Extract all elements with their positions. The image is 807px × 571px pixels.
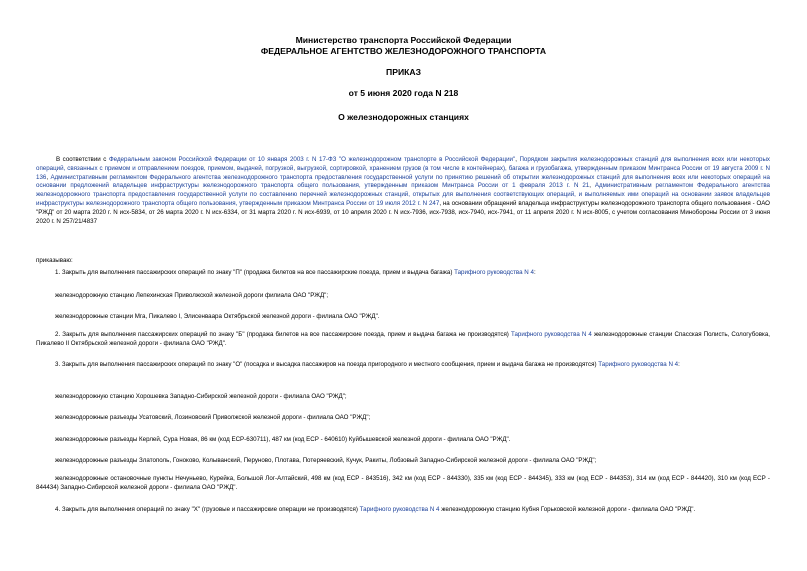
item-1-station-b: железнодорожные станции Мга, Пикалево I, Элисенваара Октябрьской железной дороги - филиала ОАО "РЖД".	[55, 313, 380, 320]
preamble-text-4: ,	[589, 182, 595, 190]
item-2-end: железнодорожные станции Спасская Полисть, Сологубовка, Пикалево II Октябрьской железной дороги - филиала ОАО "РЖД".	[36, 331, 770, 347]
ministry-heading: Министерство транспорта Российской Федерации	[295, 35, 512, 45]
item-1	[55, 269, 536, 278]
item-3-junctions-b: железнодорожные разъезды Усатовский, Лозиновский Приволжской железной дороги - филиала ОАО "РЖД";	[55, 414, 371, 421]
closure-procedure-link[interactable]: Порядком закрытия железнодорожных станций для выполнения всех или некоторых операций, связанных с приемом и отправлением поездов, приемом, выдачей, погрузкой, выгрузкой, сортировкой, хранением грузов (в том числе в контейнерах), багажа и грузобагажа, утвержденным приказом Минтранса России от 19 августа 2009 г. N 136	[36, 156, 770, 181]
preamble-text-1: В соответствии с	[56, 156, 109, 163]
tariff-guide-link-2[interactable]: Тарифного руководства N 4	[510, 331, 592, 338]
preamble-text-2: ,	[515, 156, 520, 163]
item-3-end: :	[678, 361, 680, 368]
preamble-text-5: , на основании обращений владельца инфраструктуры железнодорожного транспорта общего пользования - ОАО "РЖД" от 20 марта 2020 г. N исх-5834, от 26 марта 2020 г. N исх-6334, от 31 марта 2020 г. N исх-6939, от 10 апреля 2020 г. N исх-7936, исх-7938, исх-7940, исх-7941, от 11 апреля 2020 г. N исх-8005, с учетом согласования Минобороны России от 3 июня 2020 г. N 257/21/4837	[36, 199, 770, 225]
item-2-text: 2. Закрыть для выполнения пассажирских операций по знаку "Б" (продажа билетов на все пассажирские поезда, прием и выдача багажа не производятся)	[55, 331, 511, 338]
preamble	[36, 156, 770, 226]
item-1-end: :	[533, 269, 536, 276]
tariff-guide-link-1[interactable]: Тарифного руководства N 4	[454, 269, 534, 276]
preamble-text-3: ,	[46, 173, 51, 181]
federal-law-link[interactable]: Федеральным законом Российской Федерации от 10 января 2003 г. N 17-ФЗ "О железнодорожном транспорте в Российской Федерации"	[108, 156, 516, 163]
item-2	[36, 331, 770, 349]
item-3-junctions-c: железнодорожные разъезды Керлей, Сура Новая, 86 км (код ЕСР-630711), 487 км (код ЕСР - 640610) Куйбышевской железной дороги - филиала ОАО "РЖД".	[55, 436, 511, 443]
item-1-station-a: железнодорожную станцию Лепехинская Приволжской железной дороги филиала ОАО "РЖД";	[55, 292, 329, 299]
item-3-text: 3. Закрыть для выполнения пассажирских операций по знаку "О" (посадка и высадка пассажиров на поезда пригородного и местного сообщения, прием и выдача багажа не производятся)	[55, 361, 599, 368]
item-3-station-a: железнодорожную станцию Хорошевка Западно-Сибирской железной дороги - филиала ОАО "РЖД";	[55, 393, 347, 400]
document-date: от 5 июня 2020 года N 218	[348, 88, 459, 98]
order-word: приказываю:	[36, 257, 73, 264]
preamble-paragraph	[36, 156, 770, 226]
opening-regulation-link[interactable]: Административным регламентом Федерального агентства железнодорожного транспорта предоставления государственной услуги по принятию решений об открытии железнодорожных станций для выполнения всех или некоторых операций на основании предложений владельцев инфраструктуры железнодорожного транспорта общего пользования, утвержденным приказом Минтранса России от 1 февраля 2013 г. N 21	[36, 173, 770, 190]
document-type: ПРИКАЗ	[386, 67, 421, 77]
agency-heading: ФЕДЕРАЛЬНОЕ АГЕНТСТВО ЖЕЛЕЗНОДОРОЖНОГО ТРАНСПОРТА	[260, 46, 547, 56]
item-3	[36, 361, 770, 370]
tariff-guide-link-3[interactable]: Тарифного руководства N 4	[598, 361, 679, 368]
item-1-text: 1. Закрыть для выполнения пассажирских операций по знаку "П" (продажа билетов на все пассажирские поезда, прием и выдача багажа)	[55, 269, 455, 276]
item-4-text: 4. Закрыть для выполнения операций по знаку "Х" (грузовые и пассажирские операции не производятся)	[55, 506, 360, 513]
document-title: О железнодорожных станциях	[338, 112, 469, 122]
item-3-stops-e: железнодорожные остановочные пункты Нечуньево, Курейка, Большой Лог-Алтайский, 498 км (код ЕСР - 843516), 342 км (код ЕСР - 844330), 335 км (код ЕСР - 844345), 333 км (код ЕСР - 844353), 314 км (код ЕСР - 844420), 310 км (код ЕСР - 844434) Западно-Сибирской железной дороги - филиала ОАО "РЖД".	[36, 475, 770, 491]
item-4-end: железнодорожную станцию Кубня Горьковской железной дороги - филиала ОАО "РЖД".	[439, 506, 696, 513]
tariff-guide-link-4[interactable]: Тарифного руководства N 4	[359, 506, 440, 513]
item-4	[36, 506, 770, 515]
lists-regulation-link[interactable]: Административным регламентом Федерального агентства железнодорожного транспорта предоставления государственной услуги по составлению перечней железнодорожных станций, открытых для выполнения соответствующих операций, и выполняемых ими операций на основании заявок владельцев инфраструктуры железнодорожного транспорта общего пользования, утвержденным приказом Минтранса России от 19 июля 2012 г. N 247	[36, 182, 770, 207]
item-3-junctions-d: железнодорожные разъезды Златополь, Гоноково, Колыванский, Перуново, Плотава, Потеряевский, Кучук, Ракиты, Лобзовый Западно-Сибирской железной дороги - филиала ОАО "РЖД";	[55, 457, 597, 464]
